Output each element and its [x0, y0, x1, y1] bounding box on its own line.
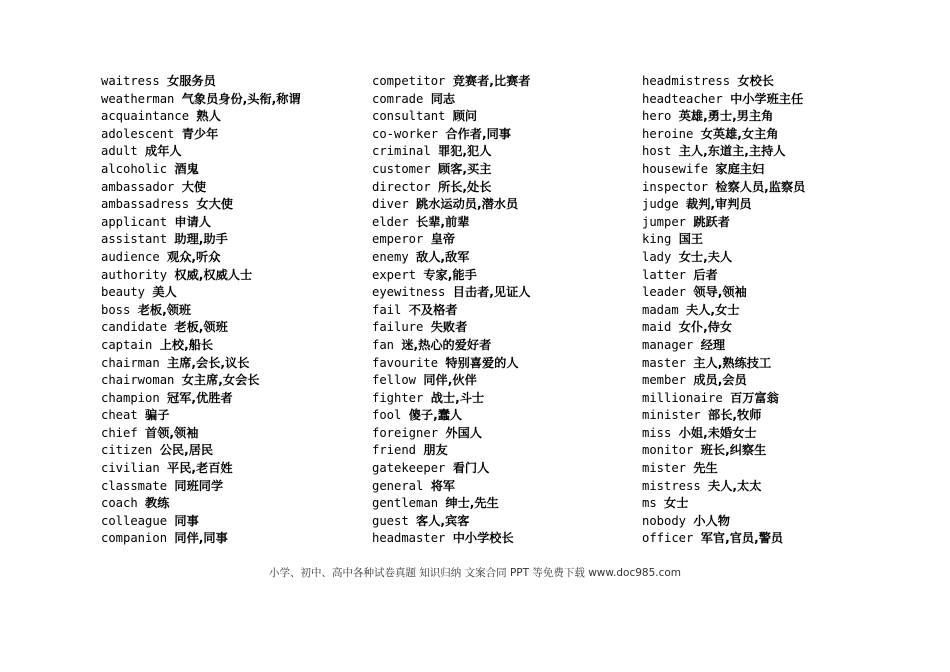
vocab-entry [642, 284, 805, 302]
vocab-meaning: 中小学校长 [452, 531, 514, 546]
vocab-word: expert [372, 267, 417, 282]
vocab-meaning: 夫人,女士 [686, 302, 740, 317]
vocab-word: cheat [101, 408, 138, 423]
vocab-meaning: 平民,老百姓 [167, 461, 233, 476]
vocab-word: heroine [642, 126, 694, 141]
vocab-meaning: 冠军,优胜者 [167, 390, 233, 405]
vocab-entry [101, 143, 301, 161]
vocab-entry [642, 355, 805, 373]
vocab-entry [101, 91, 301, 109]
vocab-word: monitor [642, 443, 694, 458]
vocab-word: officer [642, 531, 694, 546]
vocab-entry [372, 126, 530, 144]
vocab-word: failure [372, 320, 424, 335]
vocab-meaning: 专家,能手 [423, 267, 477, 282]
vocab-word: ms [642, 496, 657, 511]
vocab-entry [642, 372, 805, 390]
vocab-word: comrade [372, 91, 424, 106]
vocab-meaning: 同伴,伙伴 [423, 373, 477, 388]
vocab-entry [372, 196, 530, 214]
vocabulary-column-1 [101, 73, 301, 548]
vocab-entry [372, 249, 530, 267]
vocab-meaning: 酒鬼 [174, 161, 199, 176]
vocab-word: weatherman [101, 91, 175, 106]
vocab-word: beauty [101, 285, 146, 300]
vocab-word: waitress [101, 74, 160, 88]
vocab-meaning: 上校,船长 [159, 337, 214, 352]
vocab-word: champion [101, 390, 160, 405]
vocab-meaning: 气象员身份,头衔,称谓 [181, 91, 301, 106]
vocab-meaning: 成员,会员 [693, 373, 747, 388]
vocab-meaning: 将军 [430, 478, 456, 493]
page-footer: 小学、初中、高中各种试卷真题 知识归纳 文案合同 PPT 等免费下载 www.doc985.com [268, 567, 682, 579]
vocab-entry [101, 460, 301, 478]
vocab-meaning: 百万富翁 [730, 390, 779, 405]
vocab-meaning: 英雄,勇士,男主角 [678, 109, 774, 124]
vocab-meaning: 合作者,同事 [445, 126, 511, 141]
vocab-entry [372, 108, 530, 126]
vocab-entry [372, 478, 530, 496]
vocab-meaning: 主人,熟练技工 [693, 355, 772, 370]
vocab-entry [642, 161, 805, 179]
vocab-meaning: 后者 [693, 267, 718, 282]
vocab-entry [642, 337, 805, 355]
vocab-entry [372, 337, 530, 355]
vocab-meaning: 先生 [693, 461, 718, 476]
vocab-meaning: 权威,权威人士 [174, 267, 253, 282]
vocab-entry [101, 196, 301, 214]
vocab-meaning: 女仆,侍女 [678, 320, 733, 335]
vocab-word: fighter [372, 390, 424, 405]
vocab-entry [372, 390, 530, 408]
vocab-word: emperor [372, 232, 424, 247]
vocab-entry [101, 390, 301, 408]
vocab-entry [372, 355, 530, 373]
vocab-word: mister [642, 461, 687, 476]
vocab-word: friend [372, 443, 417, 458]
vocab-meaning: 长辈,前辈 [416, 214, 470, 229]
vocab-word: host [642, 144, 672, 159]
vocab-word: gentleman [372, 496, 439, 511]
vocab-word: headteacher [642, 91, 723, 106]
vocab-meaning: 公民,居民 [159, 443, 214, 458]
vocab-word: general [372, 478, 424, 493]
vocab-entry [372, 91, 530, 109]
vocab-meaning: 目击者,见证人 [452, 285, 531, 300]
vocab-entry [372, 530, 530, 548]
vocab-entry [642, 126, 805, 144]
vocab-entry [642, 460, 805, 478]
vocab-meaning: 主人,东道主,主持人 [678, 144, 786, 159]
vocab-word: criminal [372, 144, 431, 159]
vocab-entry [642, 442, 805, 460]
vocab-entry [101, 337, 301, 355]
vocab-entry [372, 214, 530, 232]
vocab-meaning: 家庭主妇 [715, 161, 765, 176]
vocab-entry [372, 143, 530, 161]
vocab-meaning: 主席,会长,议长 [167, 355, 250, 370]
vocab-meaning: 同志 [430, 91, 456, 106]
vocab-meaning: 跳水运动员,潜水员 [416, 197, 519, 212]
vocab-meaning: 中小学班主任 [730, 91, 804, 106]
vocab-entry [642, 231, 805, 249]
vocab-word: director [372, 179, 431, 194]
vocab-word: authority [101, 267, 168, 282]
vocab-word: fan [372, 337, 395, 352]
vocab-entry [372, 231, 530, 249]
vocab-word: applicant [101, 214, 168, 229]
vocab-entry [642, 143, 805, 161]
vocab-entry [372, 267, 530, 285]
vocab-word: ambassadress [101, 197, 190, 212]
vocab-meaning: 国王 [678, 232, 704, 247]
vocab-word: maid [642, 320, 672, 335]
vocab-word: millionaire [642, 390, 723, 405]
vocab-entry [372, 442, 530, 460]
vocab-meaning: 同伴,同事 [174, 531, 228, 546]
vocab-word: adolescent [101, 126, 175, 141]
vocab-word: civilian [101, 461, 160, 476]
vocab-meaning: 青少年 [181, 126, 219, 141]
vocab-meaning: 罪犯,犯人 [438, 144, 492, 159]
vocab-meaning: 皇帝 [430, 232, 456, 247]
vocab-entry [101, 108, 301, 126]
vocab-entry [642, 530, 805, 548]
vocab-word: lady [642, 249, 672, 264]
vocab-meaning: 傻子,蠢人 [408, 408, 463, 423]
vocab-meaning: 迷,热心的爱好者 [401, 337, 492, 352]
vocab-word: eyewitness [372, 285, 446, 300]
vocab-entry [101, 530, 301, 548]
vocab-word: chairwoman [101, 373, 175, 388]
vocab-meaning: 绅士,先生 [445, 496, 499, 511]
vocab-word: companion [101, 531, 168, 546]
vocab-word: judge [642, 197, 679, 212]
vocab-entry [372, 513, 530, 531]
vocab-meaning: 所长,处长 [438, 179, 492, 194]
vocab-meaning: 外国人 [445, 425, 482, 440]
vocab-entry [642, 179, 805, 197]
vocab-meaning: 敌人,敌军 [416, 249, 470, 264]
vocab-entry [101, 355, 301, 373]
vocab-entry [642, 73, 805, 91]
vocab-entry [101, 495, 301, 513]
vocab-meaning: 跳跃者 [693, 214, 730, 229]
vocab-meaning: 女士 [664, 496, 689, 511]
vocab-meaning: 特别喜爱的人 [445, 355, 519, 370]
vocab-meaning: 女主席,女会长 [181, 373, 260, 388]
vocab-word: master [642, 355, 687, 370]
vocab-entry [101, 73, 301, 91]
vocab-word: chairman [101, 355, 160, 370]
vocab-meaning: 老板,领班 [137, 302, 192, 317]
vocab-meaning: 顾客,买主 [438, 161, 492, 176]
vocab-entry [642, 390, 805, 408]
vocab-word: adult [101, 144, 138, 159]
vocab-meaning: 失败者 [430, 320, 468, 335]
vocab-entry [101, 372, 301, 390]
vocab-word: audience [101, 249, 160, 264]
vocab-word: member [642, 373, 687, 388]
vocab-meaning: 裁判,审判员 [686, 197, 752, 212]
vocab-meaning: 看门人 [452, 461, 490, 476]
vocab-word: alcoholic [101, 161, 168, 176]
vocab-word: jumper [642, 214, 687, 229]
vocab-entry [101, 179, 301, 197]
vocab-word: housewife [642, 161, 709, 176]
vocab-word: favourite [372, 355, 439, 370]
vocab-word: candidate [101, 320, 168, 335]
vocab-meaning: 教练 [145, 496, 170, 511]
vocab-word: boss [101, 302, 131, 317]
vocab-meaning: 成年人 [145, 144, 182, 159]
vocab-entry [101, 407, 301, 425]
vocab-word: madam [642, 302, 679, 317]
vocab-meaning: 不及格者 [408, 302, 458, 317]
vocab-word: hero [642, 109, 672, 124]
vocab-entry [372, 73, 530, 91]
vocab-entry [101, 442, 301, 460]
vocab-entry [642, 478, 805, 496]
vocab-entry [642, 425, 805, 443]
vocab-entry [372, 425, 530, 443]
vocab-word: inspector [642, 179, 709, 194]
vocab-entry [101, 231, 301, 249]
vocab-entry [101, 126, 301, 144]
vocab-word: fellow [372, 373, 417, 388]
vocab-meaning: 同事 [174, 513, 199, 528]
vocab-word: chief [101, 425, 138, 440]
vocab-entry [372, 179, 530, 197]
vocab-meaning: 朋友 [423, 443, 448, 458]
vocab-entry [372, 284, 530, 302]
vocab-meaning: 老板,领班 [174, 320, 228, 335]
vocab-word: latter [642, 267, 687, 282]
vocab-entry [642, 214, 805, 232]
vocab-meaning: 观众,听众 [167, 249, 221, 264]
vocabulary-column-2 [372, 73, 530, 548]
vocab-entry [372, 407, 530, 425]
vocab-word: assistant [101, 232, 168, 247]
vocab-meaning: 战士,斗士 [430, 390, 485, 405]
vocab-entry [642, 91, 805, 109]
vocab-meaning: 经理 [700, 337, 726, 352]
vocab-word: citizen [101, 443, 153, 458]
vocab-word: diver [372, 197, 409, 212]
vocab-entry [642, 267, 805, 285]
vocab-entry [642, 302, 805, 320]
vocab-entry [101, 249, 301, 267]
vocab-meaning: 部长,牧师 [708, 408, 762, 423]
vocab-meaning: 顾问 [452, 109, 478, 124]
vocab-entry [372, 460, 530, 478]
vocab-word: guest [372, 513, 409, 528]
vocab-entry [642, 108, 805, 126]
vocab-meaning: 领导,领袖 [693, 285, 747, 300]
vocab-word: colleague [101, 513, 168, 528]
vocab-word: enemy [372, 249, 409, 264]
vocab-word: foreigner [372, 425, 439, 440]
vocabulary-column-3 [642, 73, 805, 548]
vocab-word: nobody [642, 513, 687, 528]
vocab-entry [642, 495, 805, 513]
vocab-entry [372, 302, 530, 320]
vocab-word: headmaster [372, 531, 446, 546]
vocab-entry [101, 284, 301, 302]
vocab-word: competitor [372, 74, 446, 88]
vocab-entry [101, 267, 301, 285]
vocab-entry [372, 495, 530, 513]
vocab-entry [101, 302, 301, 320]
vocab-word: fool [372, 408, 402, 423]
vocab-meaning: 申请人 [174, 214, 211, 229]
vocab-word: manager [642, 337, 694, 352]
vocab-entry [642, 513, 805, 531]
vocab-meaning: 骗子 [145, 408, 170, 423]
vocab-meaning: 夫人,太太 [708, 478, 762, 493]
vocab-entry [372, 319, 530, 337]
vocab-meaning: 客人,宾客 [416, 513, 470, 528]
vocab-meaning: 同班同学 [174, 478, 224, 493]
vocab-word: leader [642, 285, 687, 300]
vocab-meaning: 女服务员 [167, 74, 216, 88]
vocab-meaning: 首领,领袖 [145, 425, 199, 440]
vocab-meaning: 小姐,未婚女士 [678, 425, 757, 440]
vocab-entry [101, 319, 301, 337]
vocab-word: king [642, 232, 672, 247]
vocab-word: headmistress [642, 74, 731, 88]
vocab-word: minister [642, 408, 701, 423]
vocab-meaning: 助理,助手 [174, 232, 228, 247]
vocab-meaning: 小人物 [693, 513, 730, 528]
vocab-word: co-worker [372, 126, 439, 141]
vocab-meaning: 女校长 [737, 74, 774, 88]
vocab-entry [642, 407, 805, 425]
vocab-meaning: 检察人员,监察员 [715, 179, 806, 194]
vocab-meaning: 军官,官员,警员 [700, 531, 784, 546]
vocab-word: fail [372, 302, 402, 317]
vocab-entry [642, 249, 805, 267]
vocab-meaning: 班长,纠察生 [700, 443, 767, 458]
vocab-word: coach [101, 496, 138, 511]
vocab-entry [101, 161, 301, 179]
vocab-meaning: 熟人 [196, 109, 221, 124]
vocab-word: mistress [642, 478, 701, 493]
vocab-entry [372, 372, 530, 390]
vocab-word: consultant [372, 109, 446, 124]
vocab-word: customer [372, 161, 431, 176]
vocab-word: gatekeeper [372, 461, 446, 476]
vocab-entry [101, 425, 301, 443]
vocab-meaning: 大使 [181, 179, 207, 194]
vocab-word: elder [372, 214, 409, 229]
vocab-entry [101, 513, 301, 531]
vocab-word: miss [642, 425, 672, 440]
vocab-word: acquaintance [101, 109, 190, 124]
vocab-entry [642, 319, 805, 337]
vocab-entry [372, 161, 530, 179]
vocab-meaning: 女士,夫人 [678, 249, 733, 264]
vocab-meaning: 竞赛者,比赛者 [452, 74, 531, 88]
vocab-entry [642, 196, 805, 214]
vocab-meaning: 女大使 [196, 197, 233, 212]
vocab-entry [101, 214, 301, 232]
vocab-meaning: 美人 [152, 285, 177, 300]
vocab-word: classmate [101, 478, 168, 493]
vocab-meaning: 女英雄,女主角 [700, 126, 779, 141]
vocab-word: ambassador [101, 179, 175, 194]
vocab-word: captain [101, 337, 153, 352]
vocab-entry [101, 478, 301, 496]
